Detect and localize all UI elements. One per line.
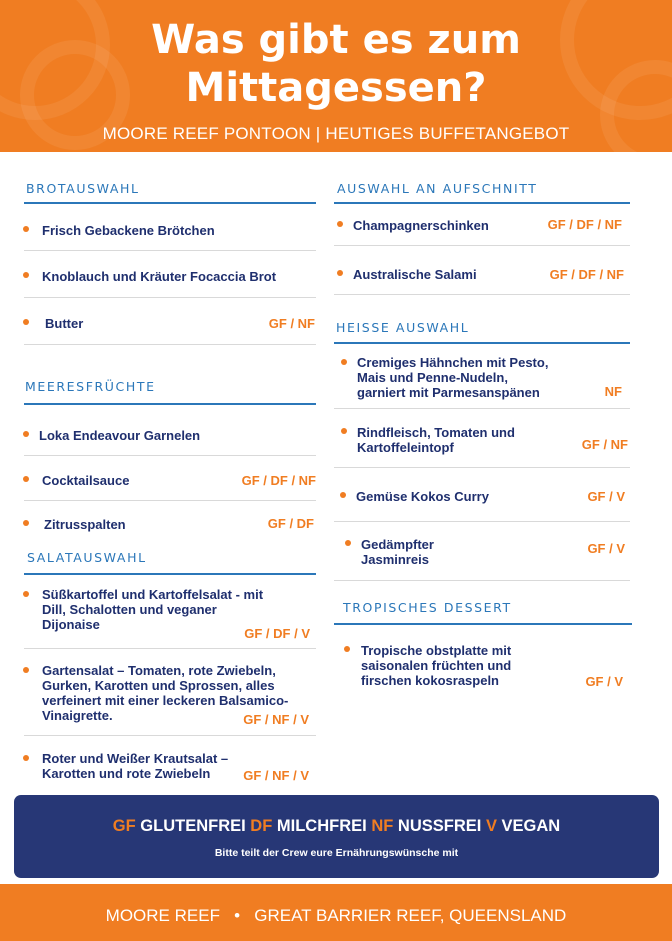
section-rule — [334, 623, 632, 625]
bullet-icon — [344, 646, 350, 652]
page-title-line2: Mittagessen? — [185, 65, 487, 111]
divider — [334, 521, 630, 522]
legend-label-nf: NUSSFREI — [397, 817, 482, 835]
section-heading-heiss: HEISSE AUSWAHL — [336, 320, 470, 335]
menu-item-name: Frisch Gebackene Brötchen — [42, 223, 215, 238]
menu-item-name: Australische Salami — [353, 267, 477, 282]
bullet-icon — [337, 270, 343, 276]
dietary-tags: GF / NF — [268, 316, 315, 331]
dietary-tags: GF / DF / NF — [549, 267, 624, 282]
section-heading-dessert: TROPISCHES DESSERT — [343, 600, 512, 615]
bullet-icon — [341, 428, 347, 434]
divider — [24, 297, 316, 298]
menu-item-name: Rindfleisch, Tomaten und Kartoffeleintopf — [357, 425, 515, 455]
menu-item-name: Gartensalat – Tomaten, rote Zwiebeln, Gurken, Karotten und Sprossen, alles verfeinert mit einer leckeren Balsamico- Vinaigrette. — [42, 663, 289, 723]
menu-item-name: Zitrusspalten — [44, 517, 126, 532]
divider — [334, 245, 630, 246]
footer-text — [0, 906, 672, 926]
divider — [24, 344, 316, 345]
dietary-tags: GF / DF — [267, 516, 314, 531]
divider — [334, 467, 630, 468]
legend-code-df: DF — [250, 817, 273, 835]
bullet-icon — [345, 540, 351, 546]
bullet-icon — [337, 221, 343, 227]
divider — [24, 648, 316, 649]
section-rule — [24, 202, 316, 204]
legend-code-gf: GF — [112, 817, 136, 835]
footer-separator: • — [234, 906, 241, 925]
section-heading-aufschnitt: AUSWAHL AN AUFSCHNITT — [337, 181, 538, 196]
divider — [334, 294, 630, 295]
menu-item-name: Loka Endeavour Garnelen — [39, 428, 201, 443]
dietary-tags: NF — [604, 384, 622, 399]
footer-region: GREAT BARRIER REEF, QUEENSLAND — [254, 906, 567, 925]
dietary-tags: GF / DF / V — [244, 626, 310, 641]
bullet-icon — [23, 431, 29, 437]
section-heading-brot: BROTAUSWAHL — [26, 181, 140, 196]
bullet-icon — [23, 319, 29, 325]
bullet-icon — [23, 520, 29, 526]
dietary-legend — [14, 795, 659, 878]
menu-item-name: Butter — [45, 316, 84, 331]
section-rule — [334, 342, 630, 344]
legend-label-df: MILCHFREI — [276, 817, 367, 835]
legend-label-v: VEGAN — [501, 817, 561, 835]
divider — [24, 455, 316, 456]
menu-item-name: Gedämpfter Jasminreis — [361, 537, 434, 567]
menu-item-name: Tropische obstplatte mit saisonalen früchten und firschen kokosraspeln — [361, 643, 512, 688]
dietary-tags: GF / NF / V — [243, 712, 309, 727]
legend-codes — [14, 817, 659, 836]
bullet-icon — [23, 667, 29, 673]
footer-banner — [0, 884, 672, 941]
divider — [334, 580, 630, 581]
section-rule — [334, 202, 630, 204]
page-title-line1: Was gibt es zum — [151, 17, 521, 63]
divider — [334, 408, 630, 409]
legend-code-nf: NF — [371, 817, 394, 835]
section-rule — [24, 573, 316, 575]
bullet-icon — [340, 492, 346, 498]
page-subtitle: MOORE REEF PONTOON | HEUTIGES BUFFETANGEBOT — [102, 124, 570, 143]
section-heading-meer: MEERESFRÜCHTE — [25, 379, 156, 394]
dietary-tags: GF / NF / V — [243, 768, 309, 783]
menu-item-name: Champagnerschinken — [353, 218, 489, 233]
legend-code-v: V — [485, 817, 497, 835]
menu-item-name: Cocktailsauce — [42, 473, 130, 488]
legend-note: Bitte teilt der Crew eure Ernährungswünsche mit — [214, 847, 459, 859]
bullet-icon — [23, 476, 29, 482]
dietary-tags: GF / DF / NF — [547, 217, 622, 232]
divider — [24, 250, 316, 251]
bullet-icon — [23, 755, 29, 761]
divider — [24, 735, 316, 736]
bullet-icon — [23, 272, 29, 278]
menu-item-name: Roter und Weißer Krautsalat – Karotten und rote Zwiebeln — [42, 751, 229, 781]
dietary-tags: GF / V — [585, 674, 623, 689]
divider — [24, 500, 316, 501]
footer-location: MOORE REEF — [105, 906, 220, 925]
bullet-icon — [23, 591, 29, 597]
legend-label-gf: GLUTENFREI — [140, 817, 246, 835]
bullet-icon — [23, 226, 29, 232]
dietary-tags: GF / V — [587, 489, 625, 504]
section-rule — [24, 403, 316, 405]
dietary-tags: GF / NF — [581, 437, 628, 452]
menu-item-name: Süßkartoffel und Kartoffelsalat - mit Dill, Schalotten und veganer Dijonaise — [42, 587, 264, 632]
section-heading-salat: SALATAUSWAHL — [27, 550, 147, 565]
menu-item-name: Knoblauch und Kräuter Focaccia Brot — [42, 269, 277, 284]
dietary-tags: GF / V — [587, 541, 625, 556]
dietary-tags: GF / DF / NF — [241, 473, 316, 488]
bullet-icon — [341, 359, 347, 365]
menu-item-name: Cremiges Hähnchen mit Pesto, Mais und Penne-Nudeln, garniert mit Parmesanspänen — [357, 355, 549, 400]
menu-item-name: Gemüse Kokos Curry — [356, 489, 489, 504]
header-banner — [0, 0, 672, 152]
